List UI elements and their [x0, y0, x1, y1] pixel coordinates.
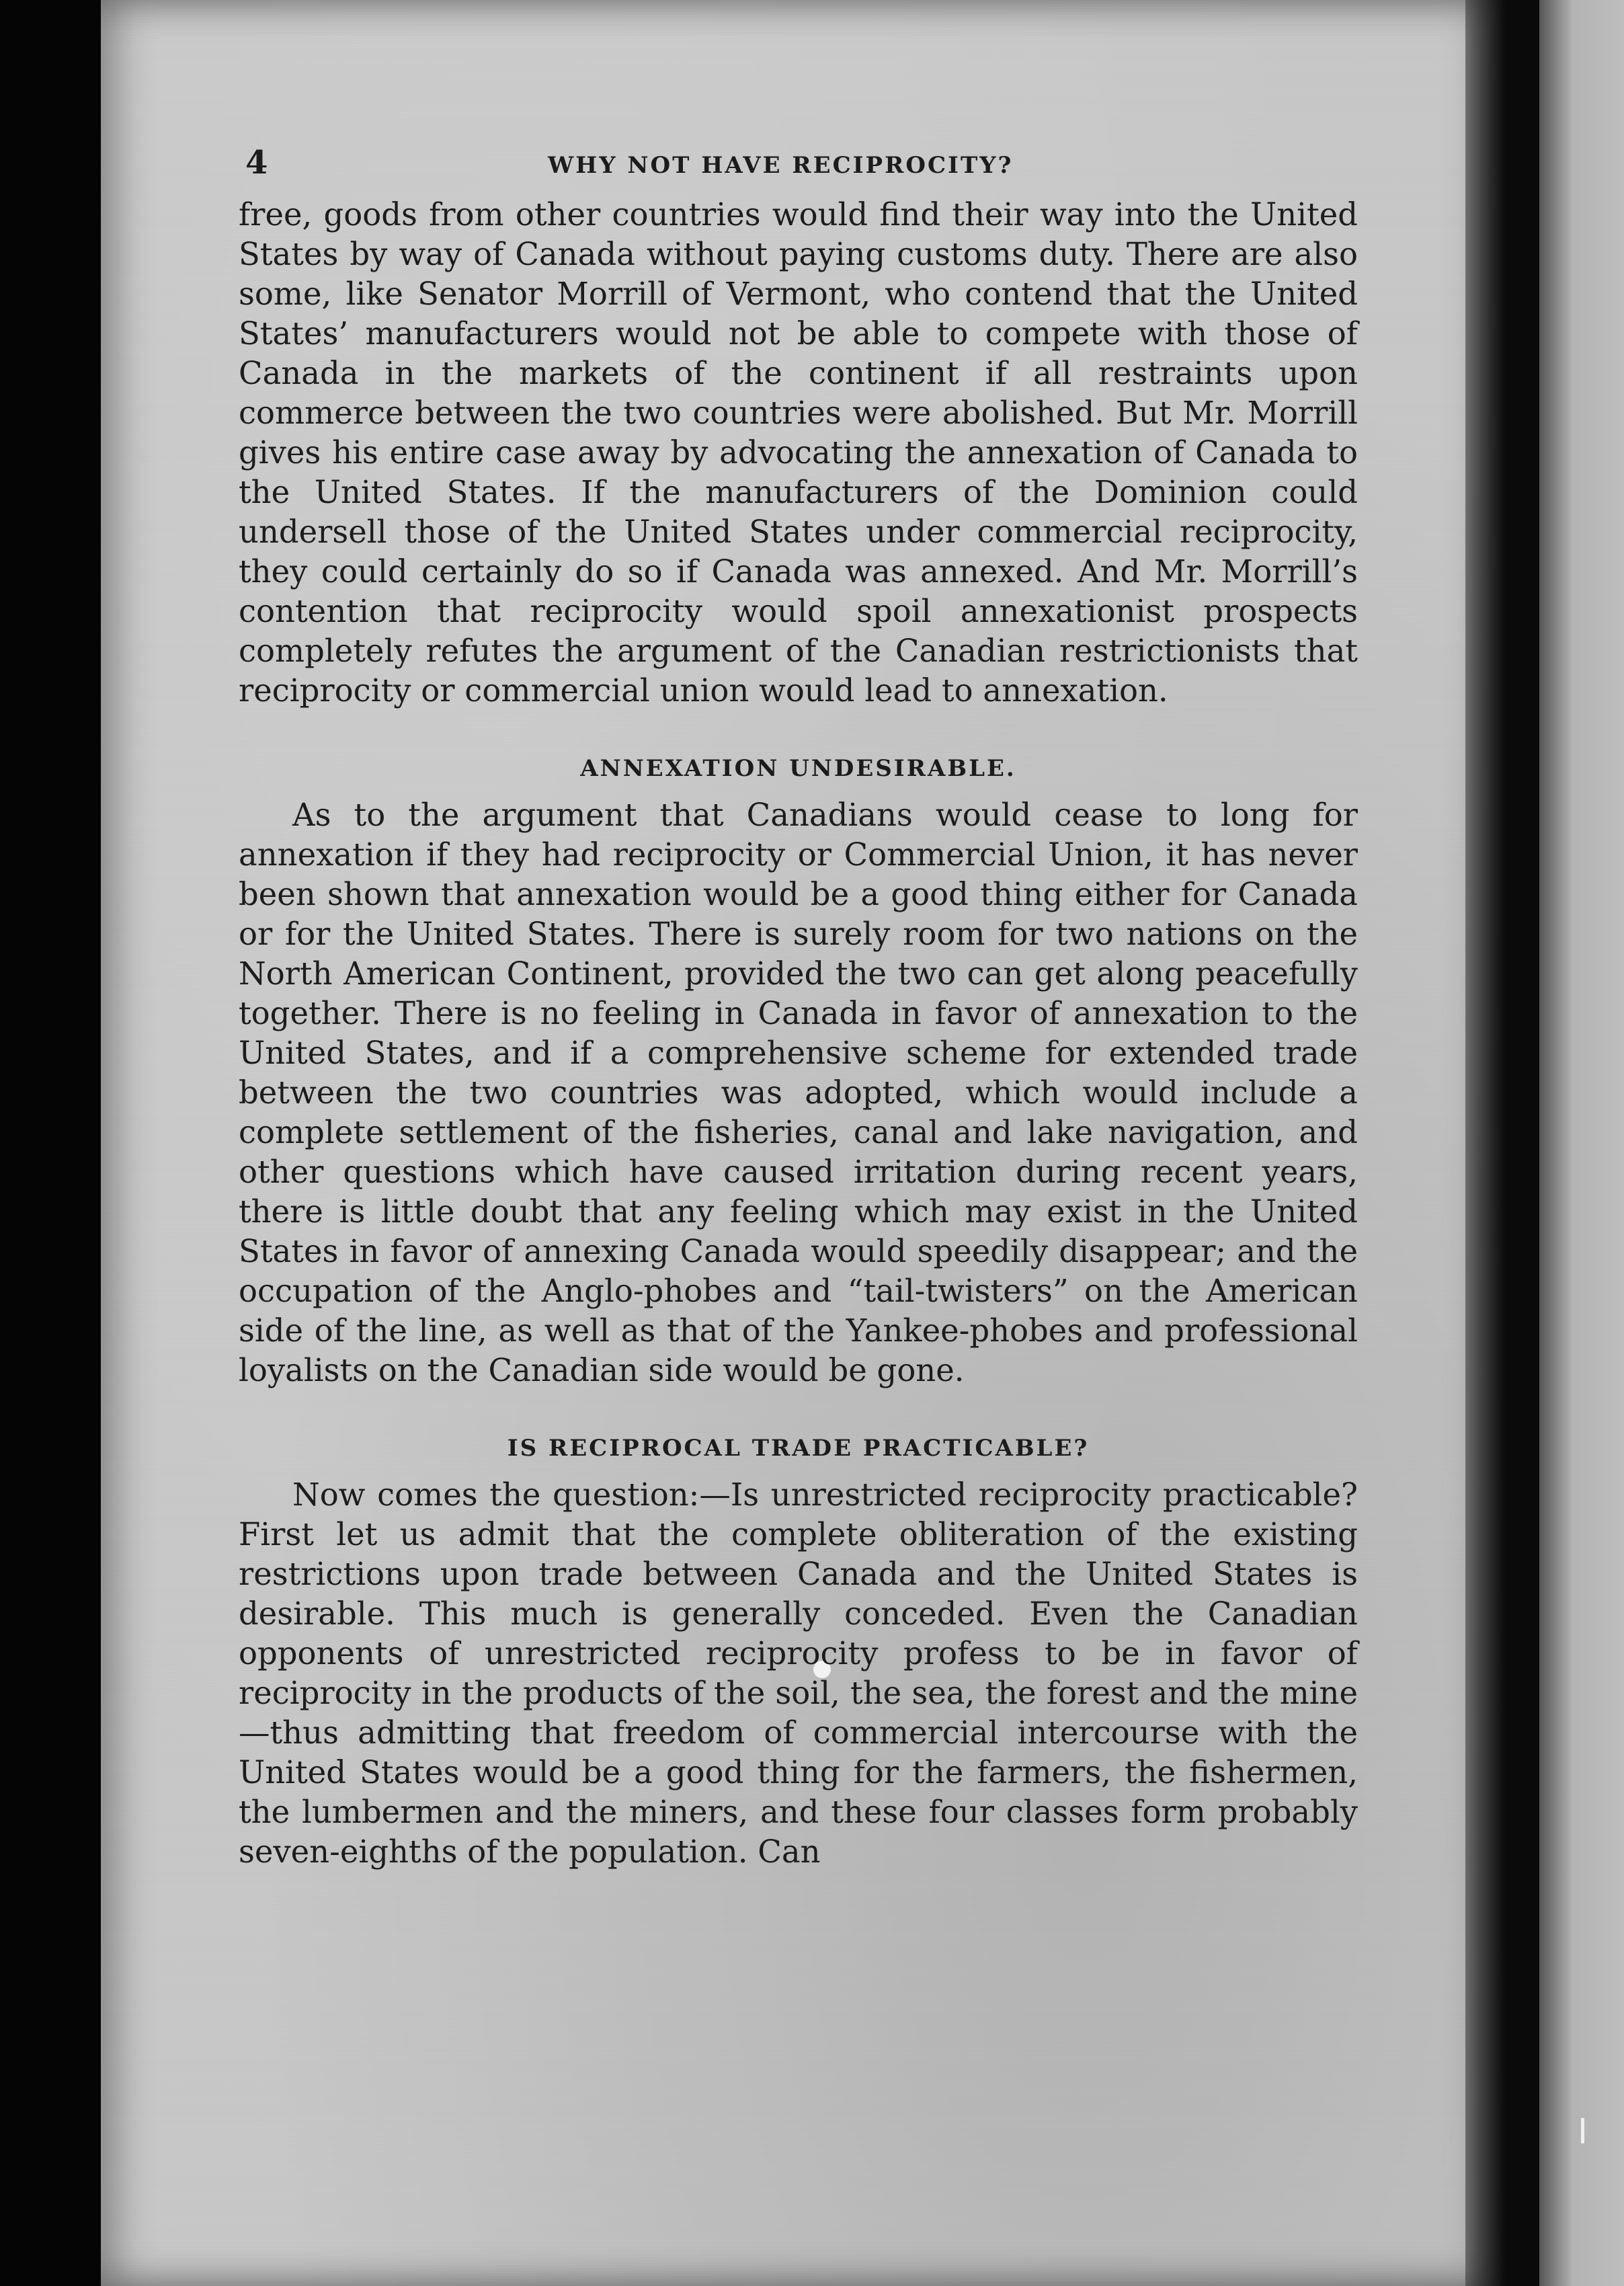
paragraph-annexation: As to the argument that Canadians would cease to long for annexation if they had reciprocity or Commercial Union, it has never been shown that annexation would be a good thing either for Canada or for the United States. There is surely room for two nations on the North American Continent, provided the two can get along peacefully together. There is no feeling in Canada in favor of annexation to the United States, and if a comprehensive scheme for extended trade between the two countries was adopted, which would include a complete settlement of the fisheries, canal and lake navigation, and other questions which have caused irritation during recent years, there is little doubt that any feeling which may exist in the United States in favor of annexing Canada would speedily disappear; and the occupation of the Anglo-phobes and “tail-twisters” on the American side of the line, as well as that of the Yankee-phobes and professional loyalists on the Canadian side would be gone.	[239, 797, 1358, 1388]
paragraph-practicable: Now comes the question:—Is unrestricted reciprocity practicable? First let us admit that the complete obliteration of the existing restrictions upon trade between Canada and the United States is desirable. This much is generally conceded. Even the Canadian opponents of unrestricted reciprocity profess to be in favor of reciprocity in the products of the soil, the sea, the forest and the mine—thus admitting that freedom of commercial intercourse with the United States would be a good thing for the farmers, the fishermen, the lumbermen and the miners, and these four classes form probably seven-eighths of the population. Can	[239, 1476, 1358, 1870]
page-number: 4	[245, 144, 269, 182]
scan-speck	[1581, 2118, 1584, 2143]
page-header	[239, 134, 1358, 195]
section-heading-practicable: IS RECIPROCAL TRADE PRACTICABLE?	[507, 1435, 1090, 1462]
paragraph-continued: free, goods from other countries would find their way into the United States by way of Canada without paying customs duty. There are also some, like Senator Morrill of Vermont, who contend that the United States’ manufacturers would not be able to compete with those of Canada in the markets of the continent if all restraints upon commerce between the two countries were abolished. But Mr. Morrill gives his entire case away by advocating the annexation of Canada to the United States. If the manufacturers of the Dominion could undersell those of the United States under commercial reciprocity, they could certainly do so if Canada was annexed. And Mr. Morrill’s contention that reciprocity would spoil annexationist prospects completely refutes the argument of the Canadian restrictionists that reciprocity or commercial union would lead to annexation.	[239, 196, 1358, 709]
page-edge-shadow	[1465, 0, 1506, 2286]
spacer	[239, 1390, 1358, 1421]
spacer	[239, 711, 1358, 742]
running-head: WHY NOT HAVE RECIPROCITY?	[548, 152, 1014, 179]
facing-page-edge	[1539, 0, 1624, 2286]
section-heading-annexation: ANNEXATION UNDESIRABLE.	[580, 755, 1016, 782]
book-gutter	[1506, 0, 1539, 2286]
page-content	[239, 134, 1358, 1872]
